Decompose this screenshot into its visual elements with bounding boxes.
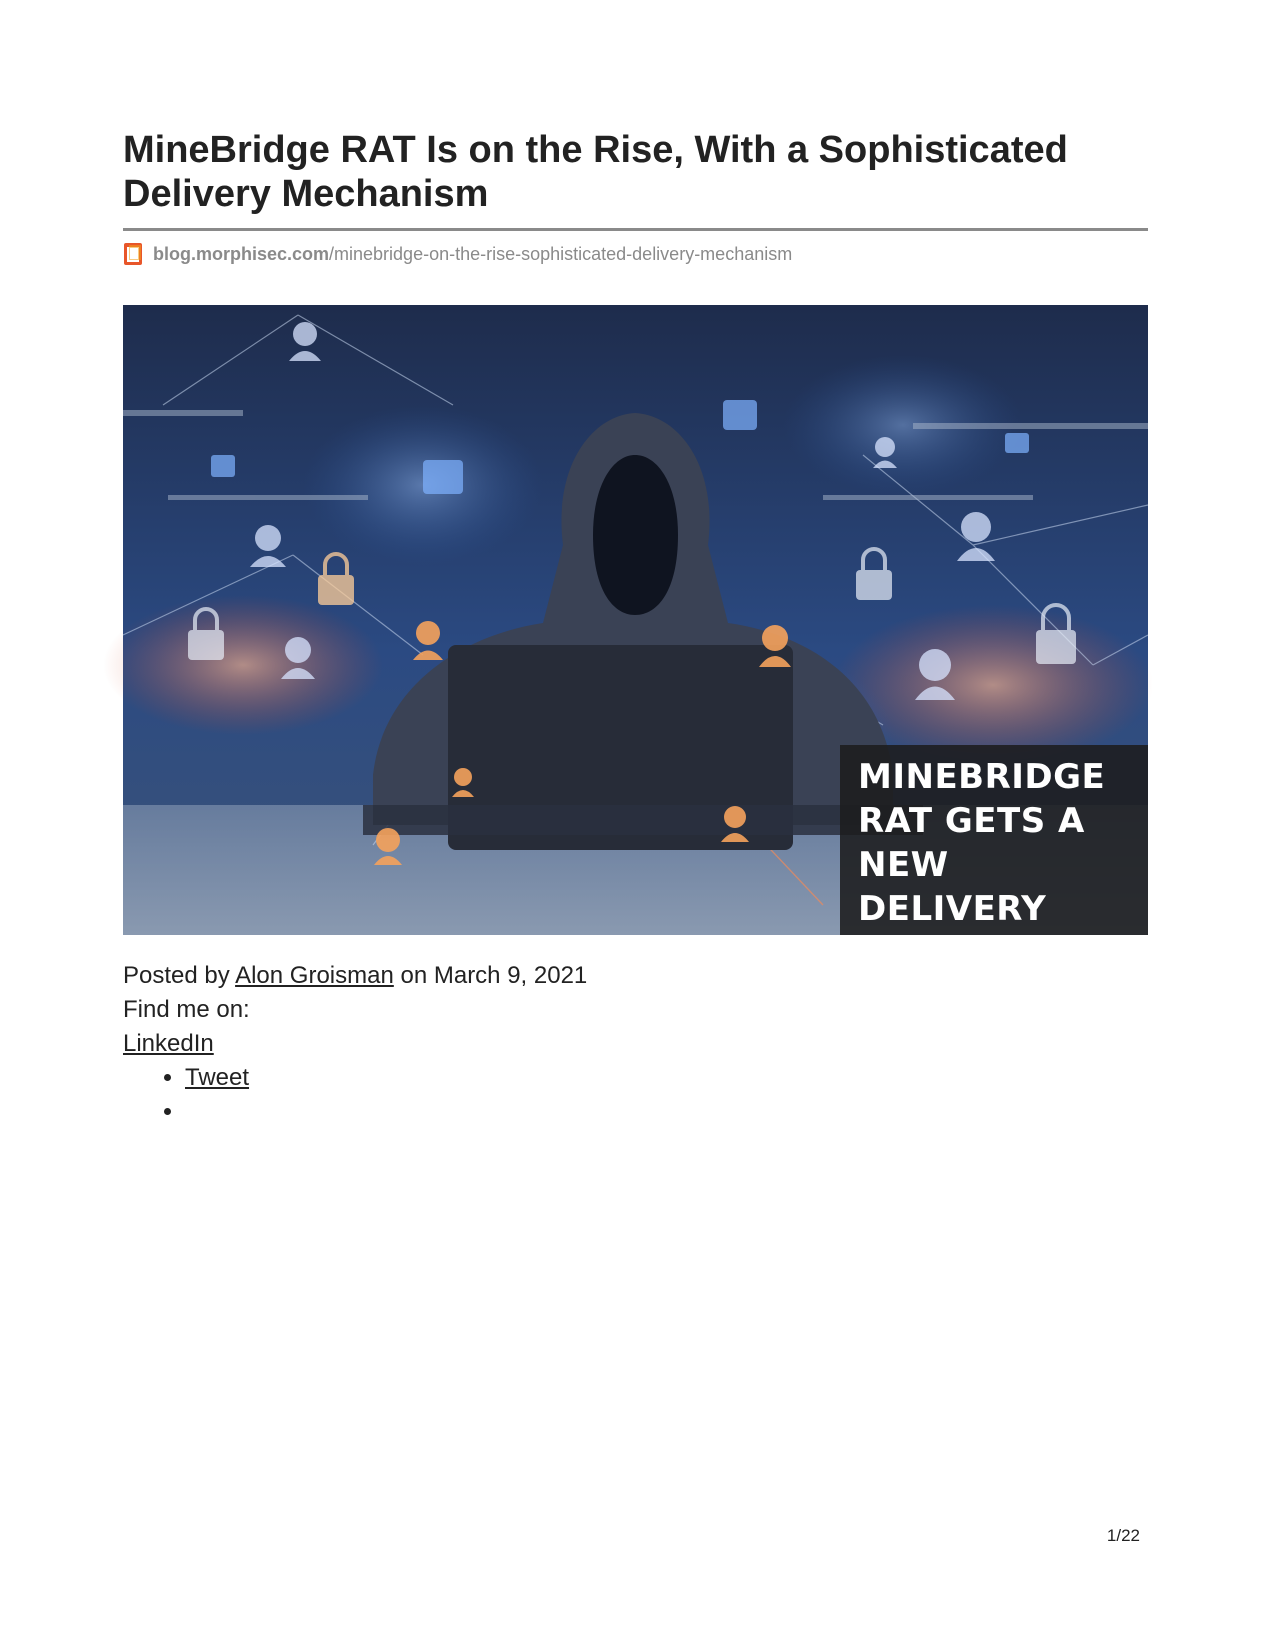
- byline-prefix: Posted by: [123, 962, 230, 989]
- page-title: [123, 128, 1148, 216]
- title-divider: [123, 228, 1148, 231]
- post-date: on March 9, 2021: [400, 962, 588, 989]
- tweet-link[interactable]: Tweet: [185, 1064, 250, 1091]
- hero-caption-line-2: RAT GETS A: [858, 801, 1085, 841]
- source-domain[interactable]: blog.morphisec.com: [153, 243, 330, 264]
- author-link[interactable]: Alon Groisman: [235, 962, 394, 989]
- hero-caption-line-3: NEW DELIVERY: [858, 845, 1047, 929]
- hero-caption-line-1: MINEBRIDGE: [858, 757, 1106, 797]
- source-path[interactable]: /minebridge-on-the-rise-sophisticated-delivery-mechanism: [329, 243, 793, 264]
- share-item-empty: [185, 1095, 1148, 1129]
- title-line-1: MineBridge RAT Is on the Rise, With a Sophisticated: [123, 129, 1068, 171]
- linkedin-row: [123, 1027, 1148, 1061]
- hero-image: [123, 305, 1148, 973]
- article-page: [123, 128, 1148, 1129]
- post-meta: [123, 959, 1148, 1129]
- source-link[interactable]: [123, 241, 1148, 267]
- linkedin-link[interactable]: LinkedIn: [123, 1030, 214, 1057]
- hero-caption-line-4: MECHANISM: [858, 933, 1099, 973]
- share-item-tweet: [185, 1061, 1148, 1095]
- site-favicon-icon: [123, 242, 143, 266]
- share-list: [123, 1061, 1148, 1129]
- title-line-2: Delivery Mechanism: [123, 173, 489, 215]
- hero-caption-box: [840, 745, 1148, 973]
- find-me-label: Find me on:: [123, 996, 250, 1023]
- page-number: 1/22: [1106, 1526, 1140, 1545]
